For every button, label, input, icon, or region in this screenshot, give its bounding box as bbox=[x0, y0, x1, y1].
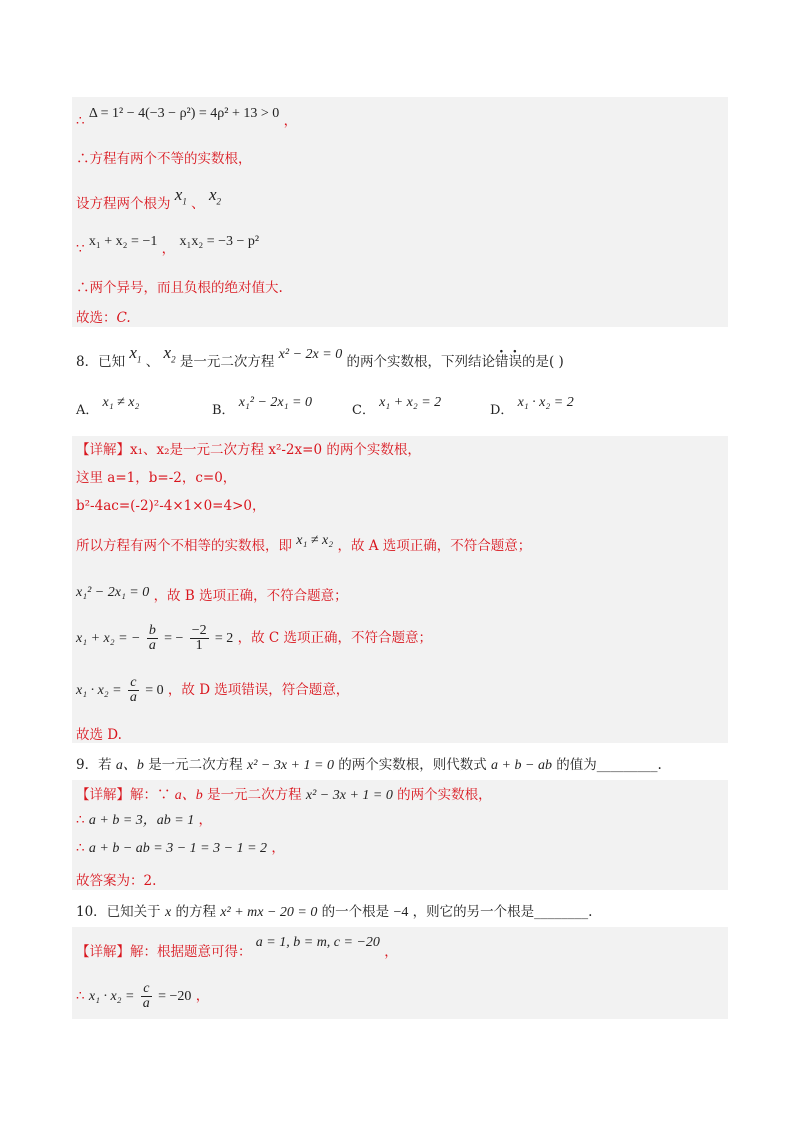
b2-line5: x₁² − 2x₁ = 0 ，故 B 选项正确，不符合题意； bbox=[76, 585, 348, 604]
b1-line2: ∴方程有两个不等的实数根， bbox=[76, 151, 252, 167]
b1-line1: ∴ Δ = 1² − 4(−3 − ρ²) = 4ρ² + 13 > 0 ， bbox=[76, 106, 298, 129]
b1-line5: ∴两个异号，而且负根的绝对值大. bbox=[76, 280, 283, 296]
question-9: 9．若 a、b 是一元二次方程 x² − 3x + 1 = 0 的两个实数根，则代数式 a + b − ab 的值为_________. bbox=[76, 757, 662, 773]
b2-line2: 这里 a=1，b=-2，c=0， bbox=[76, 470, 237, 486]
b2-line6: x₁ + x₂ = − $\frac{b}{a}$ = − $\frac{-2}{1}$ = 2 ，故 C 选项正确，不符合题意； bbox=[76, 623, 433, 653]
b2-line3: b²-4ac=(-2)²-4×1×0=4>0， bbox=[76, 498, 266, 514]
b3-line2: ∴ a + b = 3，ab = 1 ， bbox=[76, 812, 213, 828]
option-a[interactable]: A． x₁ ≠ x₂ bbox=[76, 395, 140, 418]
b3-line3: ∴ a + b − ab = 3 − 1 = 3 − 1 = 2 ， bbox=[76, 840, 285, 856]
b4-line2: ∴ x₁ · x₂ = $\frac{c}{a}$ = −20 ， bbox=[76, 981, 210, 1011]
b2-line7: x₁ · x₂ = $\frac{c}{a}$ = 0 ，故 D 选项错误，符合题意， bbox=[76, 675, 350, 705]
b2-line8: 故选 D. bbox=[76, 727, 122, 743]
option-b[interactable]: B． x₁² − 2x₁ = 0 bbox=[212, 395, 312, 418]
question-8: 8．已知 $x_1$ 、 $x_2$ 是一元二次方程 x² − 2x = 0 的两个实数根，下列结论错误的是( ) bbox=[76, 343, 564, 370]
b4-line1: 【详解】解：根据题意可得： a = 1, b = m, c = −20 ， bbox=[76, 935, 398, 960]
b1-line6: 故选：C. bbox=[76, 310, 131, 326]
b3-line1: 【详解】解：∵ a、b 是一元二次方程 x² − 3x + 1 = 0 的两个实数根， bbox=[76, 787, 492, 803]
b3-line4: 故答案为：2. bbox=[76, 873, 157, 889]
delta-formula: Δ = 1² − 4(−3 − ρ²) = 4ρ² + 13 > 0 bbox=[88, 106, 280, 121]
b1-line3: 设方程两个根为 $x_1$ 、 $x_2$ bbox=[76, 185, 221, 212]
question-10: 10．已知关于 x 的方程 x² + mx − 20 = 0 的一个根是 −4 ，则它的另一个根是________. bbox=[76, 904, 593, 920]
b2-line4: 所以方程有两个不相等的实数根，即 x₁ ≠ x₂ ，故 A 选项正确，不符合题意； bbox=[76, 533, 532, 554]
option-d[interactable]: D． x₁ · x₂ = 2 bbox=[490, 395, 574, 418]
option-c[interactable]: C． x₁ + x₂ = 2 bbox=[352, 395, 442, 418]
b1-line4: ∵ x₁ + x₂ = −1 ， x₁x₂ = −3 − p² bbox=[76, 234, 260, 257]
b2-line1: 【详解】x₁、x₂是一元二次方程 x²-2x=0 的两个实数根， bbox=[76, 442, 421, 458]
